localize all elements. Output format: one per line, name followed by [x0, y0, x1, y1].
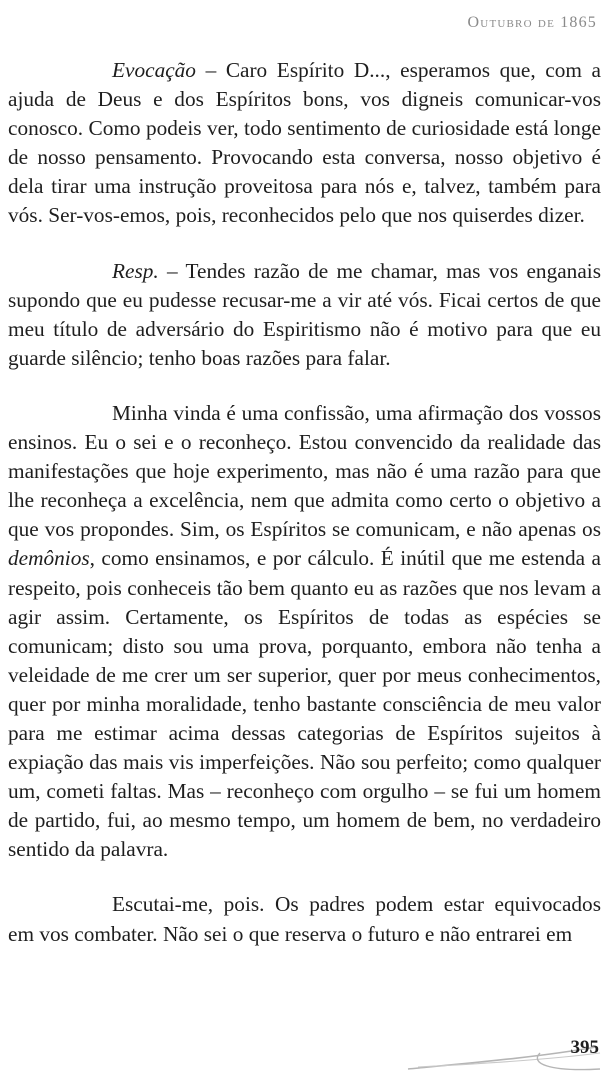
running-header: Outubro de 1865 [467, 14, 597, 31]
confession-emphasis: demônios [8, 546, 90, 571]
confession-text-before: Minha vinda é uma confissão, uma afirmação dos vossos ensinos. Eu o sei e o reconheço. Estou convencido da realidade das manifestações que hoje experimento, mas não é uma razão para que lhe reconheça a excelência, nem que admita como certo o objetivo a que vos propondes. Sim, os Espíritos se comunicam, e não apenas os [8, 400, 601, 542]
response-lead: Resp. [112, 258, 159, 283]
page-footer [0, 1023, 607, 1073]
confession-text-after: , como ensinamos, e por cálculo. É inútil que me estenda a respeito, pois conheceis tão bem quanto eu as razões que nos levam a agir assim. Certamente, os Espíritos de todas as espécies se comunicam; disto sou uma prova, porquanto, embora não tenha a veleidade de me crer um ser superior, quer por meus conhecimentos, quer por minha moralidade, tenho bastante consciência de meu valor para me estimar acima dessas categorias de Espíritos sujeitos à expiação das mais vis imperfeições. Não sou perfeito; como qualquer um, cometi faltas. Mas – reconheço com orgulho – se fui um homem de partido, fui, ao mesmo tempo, um homem de bem, no verdadeiro sentido da palavra. [8, 546, 601, 862]
swoosh-ornament-icon [0, 1023, 607, 1073]
paragraph-confession [8, 399, 601, 865]
listen-text: Escutai-me, pois. Os padres podem estar equivocados em vos combater. Não sei o que reserva o futuro e não entrarei em [8, 892, 601, 946]
paragraph-listen [8, 890, 601, 948]
page-body [8, 56, 601, 975]
paragraph-evocation [8, 56, 601, 231]
paragraph-response [8, 257, 601, 373]
evocation-lead: Evocação [112, 58, 196, 82]
page-number: 395 [570, 1037, 599, 1058]
response-text: – Tendes razão de me chamar, mas vos enganais supondo que eu pudesse recusar-me a vir até vós. Ficai certos de que meu título de adversário do Espiritismo não é motivo para que eu guarde silêncio; tenho boas razões para falar. [8, 258, 601, 370]
evocation-text: – Caro Espírito D..., esperamos que, com a ajuda de Deus e dos Espíritos bons, vos digneis comunicar-vos conosco. Como podeis ver, todo sentimento de curiosidade está longe de nosso pensamento. Provocando esta conversa, nosso objetivo é dela tirar uma instrução proveitosa para nós e, talvez, também para vós. Ser-vos-emos, pois, reconhecidos pelo que nos quiserdes dizer. [8, 58, 601, 228]
